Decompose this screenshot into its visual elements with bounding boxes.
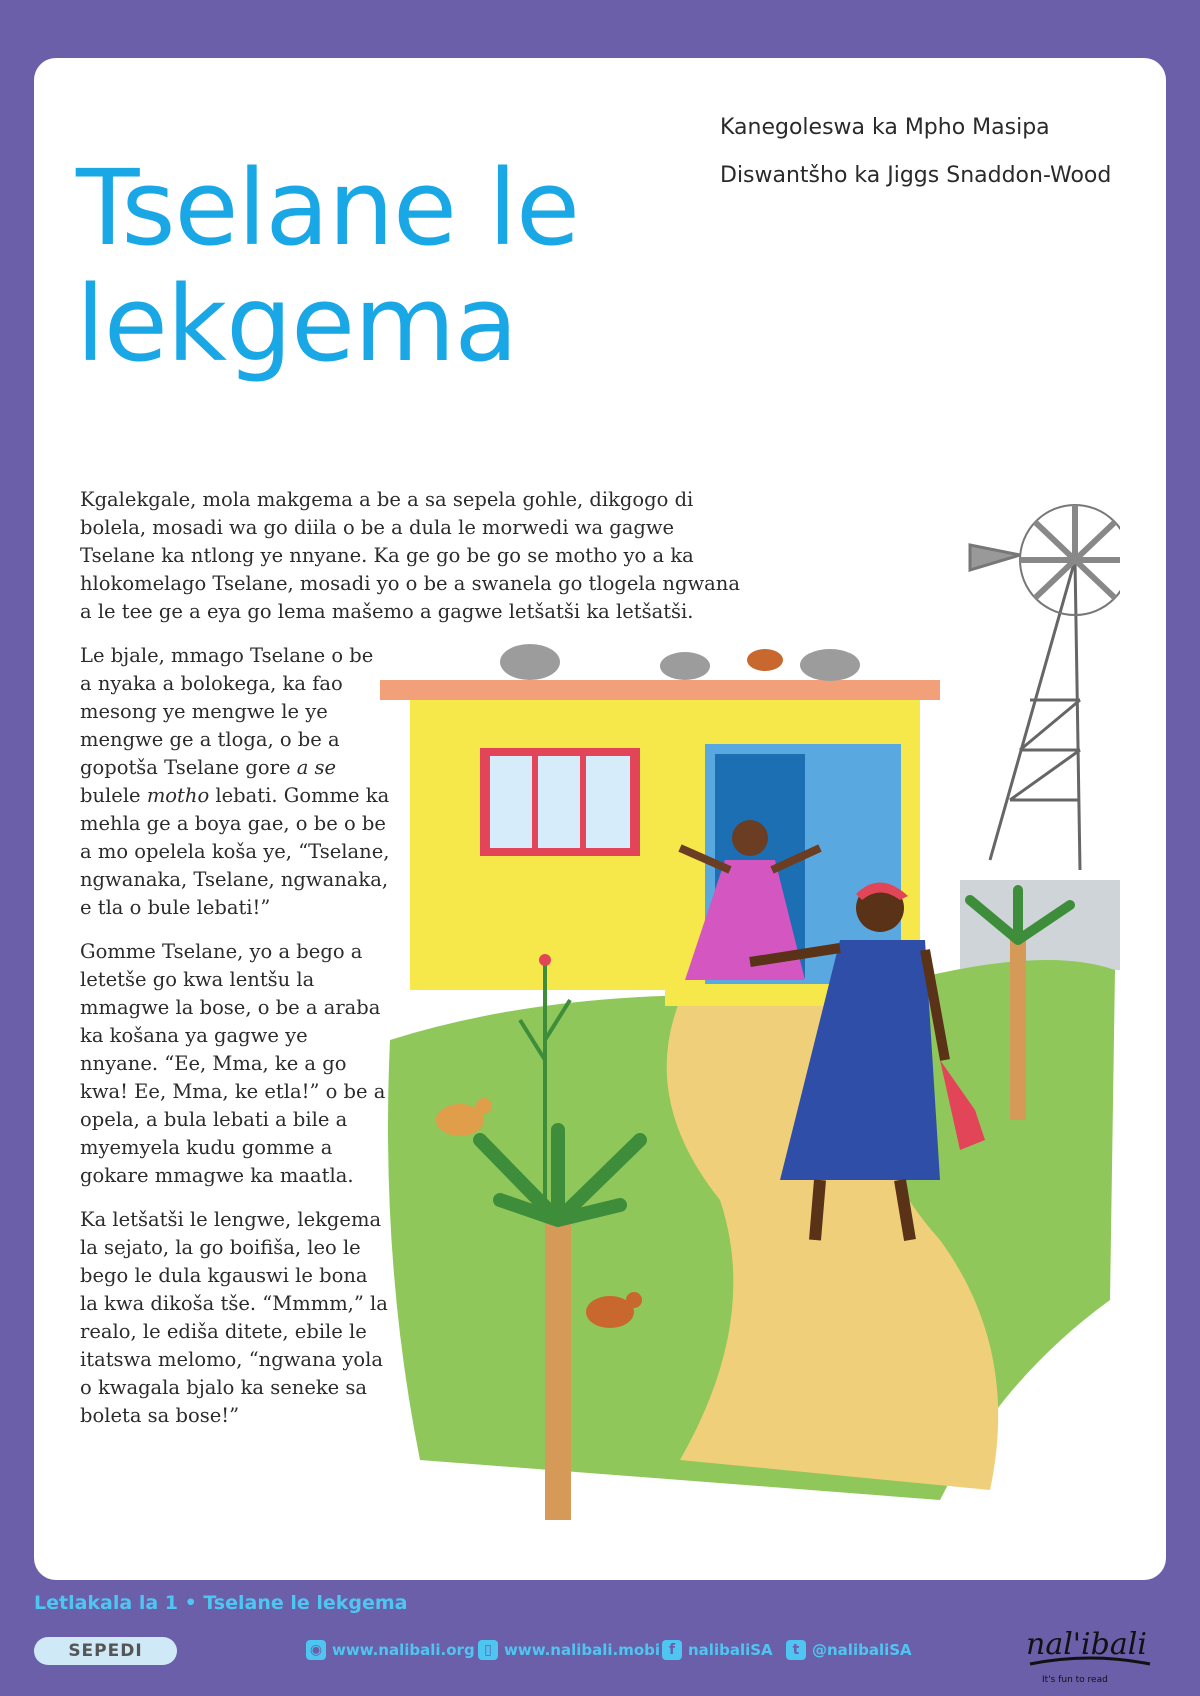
paragraph-3: Gomme Tselane, yo a bego a letetše go kwa lentšu la mmagwe la bose, o be a araba ka košana ya gagwe ye nnyane. “Ee, Mma, ke a go kwa! Ee, Mma, ke etla!” o be a opela, a bula lebati a bile a myemyela kudu gomme a gokare mmagwe ka maatla. xyxy=(80,940,386,1187)
paragraph-2-part-c: lebati. Gomme ka mehla ge a boya gae, o be o be a mo opelela koša ye, “Tselane, ngwanaka, Tselane, ngwanaka, e tla o bule lebati!” xyxy=(80,784,390,919)
globe-icon: ◉ xyxy=(306,1640,326,1660)
paragraph-2 xyxy=(80,642,390,922)
title-line-2: lekgema xyxy=(76,263,518,385)
author-credit: Kanegoleswa ka Mpho Masipa xyxy=(720,115,1050,140)
nalibali-logo xyxy=(1020,1618,1160,1688)
chicken-on-roof xyxy=(747,649,783,671)
roof-stone xyxy=(660,652,710,680)
logo-tagline: It's fun to read xyxy=(1042,1675,1108,1685)
paragraph-2-part-b: bulele xyxy=(80,784,141,807)
language-badge: SEPEDI xyxy=(34,1637,177,1665)
roof-stone xyxy=(500,644,560,680)
roof xyxy=(380,680,940,700)
mobile-icon: ▯ xyxy=(478,1640,498,1660)
title-line-1: Tselane le xyxy=(76,147,579,269)
mobi-text: www.nalibali.mobi xyxy=(504,1641,661,1659)
twitter-link[interactable] xyxy=(786,1640,912,1660)
paragraph-2-emphasis-2: motho xyxy=(146,784,210,807)
story-illustration xyxy=(380,500,1120,1520)
mobi-link[interactable] xyxy=(478,1640,660,1660)
facebook-icon: f xyxy=(662,1640,682,1660)
windmill xyxy=(970,505,1120,870)
logo-wordmark: nal'ibali xyxy=(1026,1627,1147,1662)
facebook-link[interactable] xyxy=(662,1640,773,1660)
facebook-text: nalibaliSA xyxy=(688,1641,773,1659)
website-text: www.nalibali.org xyxy=(332,1641,475,1659)
twitter-icon: t xyxy=(786,1640,806,1660)
twitter-text: @nalibaliSA xyxy=(812,1641,912,1659)
roof-stone xyxy=(800,649,860,681)
credits xyxy=(720,104,1111,200)
paragraph-4: Ka letšatši le lengwe, lekgema la sejato, la go boifiša, leo le bego le dula kgauswi le bona la kwa dikoša tše. “Mmmm,” la realo, le ediša ditete, ebile le itatswa melomo, “ngwana yola o kwagala bjalo ka seneke sa boleta sa bose!” xyxy=(80,1208,388,1427)
illustrator-credit: Diswantšho ka Jiggs Snaddon-Wood xyxy=(720,163,1112,188)
paragraph-2-part-a: Le bjale, mmago Tselane o be a nyaka a bolokega, ka fao mesong ye mengwe le ye mengwe ge a tloga, o be a gopotša Tselane gore xyxy=(80,644,374,779)
story-title xyxy=(76,147,676,385)
website-link[interactable] xyxy=(306,1640,475,1660)
page-label: Letlakala la 1 • Tselane le lekgema xyxy=(34,1592,408,1614)
paragraph-1: Kgalekgale, mola makgema a be a sa sepela gohle, dikgogo di bolela, mosadi wa go diila o be a dula le morwedi wa gagwe Tselane ka ntlong ye nnyane. Ka ge go be go se motho yo a ka hlokomelago Tselane, mosadi yo o be a swanela go tlogela ngwana a le tee ge a eya go lema mašemo a gagwe letšatši ka letšatši. xyxy=(80,488,740,623)
paragraph-2-emphasis-1: a se xyxy=(296,756,337,779)
